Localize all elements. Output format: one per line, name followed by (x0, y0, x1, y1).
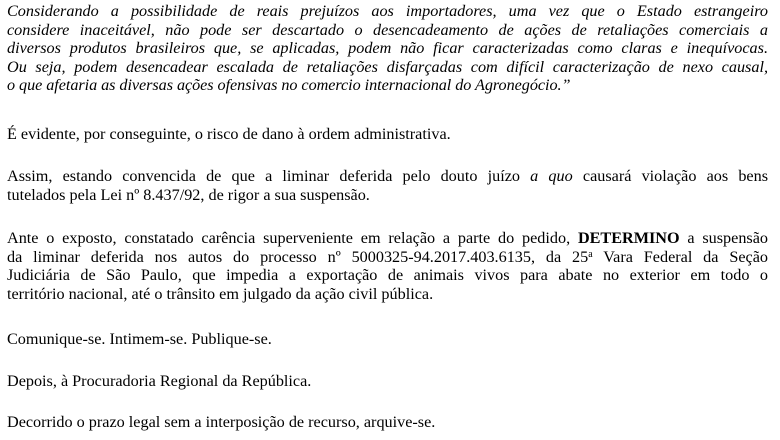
quote-line-1: Considerando a possibilidade de reais prejuízos aos importadores, uma vez que o Estado estrangeiro (7, 2, 768, 20)
paragraph-decorrido-text: Decorrido o prazo legal sem a interposição de recurso, arquive-se. (7, 413, 436, 431)
paragraph-determino (7, 229, 768, 303)
paragraph-comunique-text: Comunique-se. Intimem-se. Publique-se. (7, 330, 272, 348)
assim-text-b: causará violação aos bens (572, 167, 769, 185)
paragraph-depois (7, 372, 311, 391)
quoted-passage (7, 0, 775, 95)
document-body (7, 0, 775, 431)
assim-latin-term: a quo (530, 167, 573, 185)
paragraph-determino-line-3: Judiciária de São Paulo, que impedia a exportação de animais vivos para abate no exterior em todo o (7, 266, 768, 284)
paragraph-depois-text: Depois, à Procuradoria Regional da República. (7, 372, 312, 390)
paragraph-determino-line-1 (7, 229, 768, 248)
paragraph-assim-line-2: tutelados pela Lei nº 8.437/92, de rigor a sua suspensão. (7, 185, 370, 204)
paragraph-assim (7, 167, 768, 204)
paragraph-risk (7, 125, 451, 144)
determino-process-text: da liminar deferida nos autos do processo nº 5000325-94.2017.403.6135, da 25 (7, 247, 589, 266)
paragraph-comunique (7, 330, 272, 349)
paragraph-risk-text: É evidente, por conseguinte, o risco de dano à ordem administrativa. (7, 125, 451, 143)
determino-vara-text: Vara Federal da Seção (592, 247, 768, 266)
ordinal-superscript: a (588, 248, 593, 260)
paragraph-determino-line-2 (7, 248, 768, 267)
determino-text-b: a suspensão (679, 229, 769, 247)
determino-text-a: Ante o exposto, constatado carência superveniente em relação a parte do pedido, (7, 229, 578, 247)
quote-line-5: o que afetaria as diversas ações ofensivas no comercio internacional do Agronegócio.” (7, 76, 571, 94)
quote-line-4: Ou seja, podem desencadear escalada de retaliações disfarçadas com difícil caracterização de nexo causal, (7, 57, 768, 76)
paragraph-assim-line-1 (7, 167, 768, 186)
quote-line-2: considere inaceitável, não pode ser descartado o desencadeamento de ações de retaliações comerciais a (7, 20, 768, 39)
quote-line-3: diversos produtos brasileiros que, se aplicadas, podem não ficar caracterizadas como claras e inequívocas. (7, 39, 768, 57)
paragraph-decorrido (7, 413, 435, 432)
assim-text-a: Assim, estando convencida de que a liminar deferida pelo douto juízo (7, 167, 531, 185)
determino-keyword: DETERMINO (577, 229, 680, 247)
paragraph-determino-line-4: território nacional, até o trânsito em julgado da ação civil pública. (7, 284, 434, 303)
